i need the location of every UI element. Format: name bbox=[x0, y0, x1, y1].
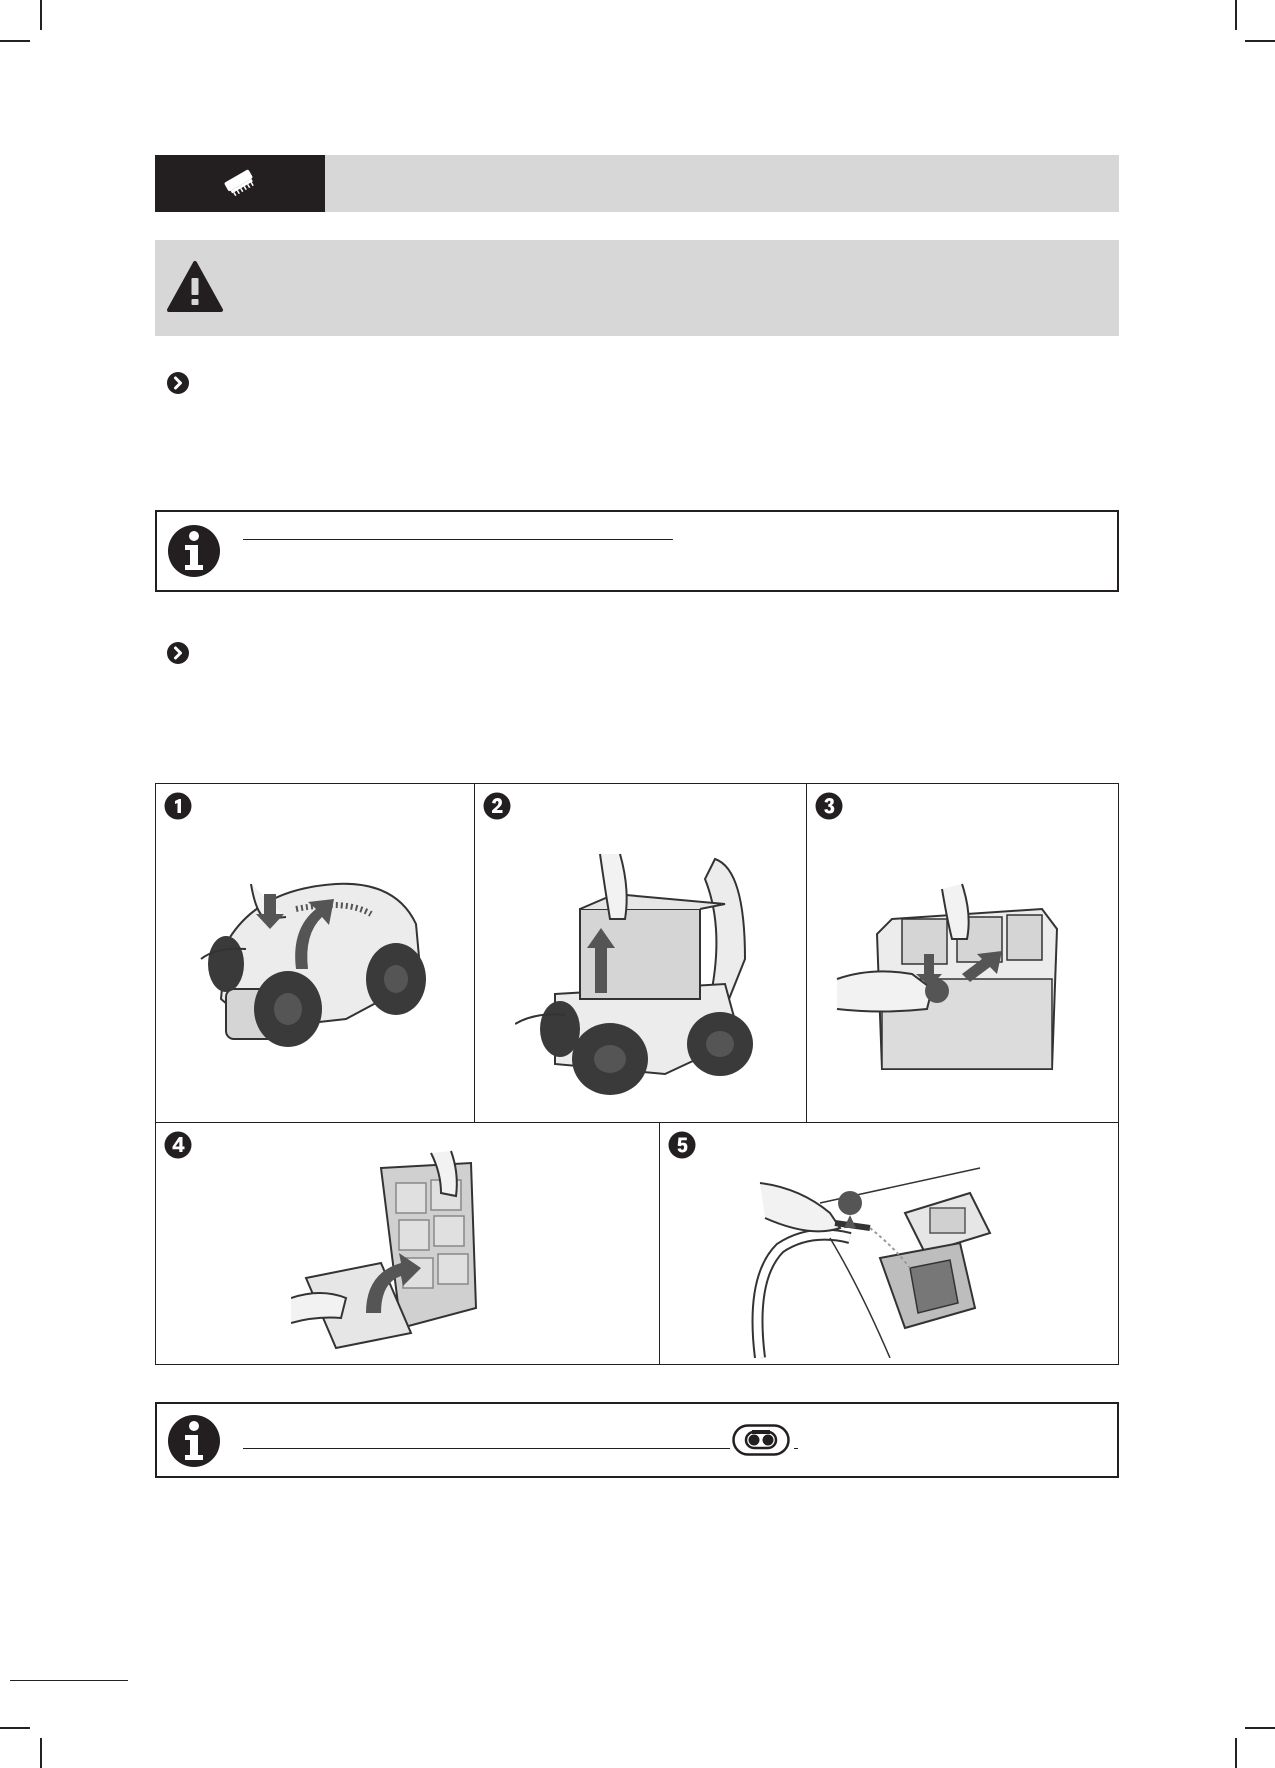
step-number-4-icon bbox=[164, 1131, 192, 1159]
section-header-icon-block bbox=[155, 155, 325, 212]
filter-unclip-illustration bbox=[832, 879, 1082, 1079]
footer-rule bbox=[10, 1680, 128, 1681]
step-panel-1 bbox=[155, 783, 475, 1123]
chevron-right-circle-icon bbox=[167, 372, 189, 394]
filter-open-illustration bbox=[291, 1148, 521, 1358]
crop-mark bbox=[1245, 40, 1275, 42]
step-number-3-icon bbox=[815, 792, 843, 820]
crop-mark bbox=[0, 40, 30, 42]
crop-mark bbox=[1235, 1738, 1237, 1768]
step-number-1-icon bbox=[164, 792, 192, 820]
filter-rinse-hose-illustration bbox=[740, 1158, 1080, 1358]
robot-cover-release-illustration bbox=[196, 869, 436, 1069]
brush-icon bbox=[220, 165, 260, 201]
step-panel-2 bbox=[474, 783, 807, 1123]
warning-box bbox=[155, 240, 1119, 336]
step-panel-5 bbox=[659, 1122, 1119, 1365]
step-panel-4 bbox=[155, 1122, 660, 1365]
step-panel-3 bbox=[806, 783, 1119, 1123]
step-number-5-icon bbox=[668, 1131, 696, 1159]
info-underline bbox=[243, 539, 673, 540]
crop-mark bbox=[0, 1727, 30, 1729]
filter-indicator-icon bbox=[732, 1424, 792, 1456]
step-number-2-icon bbox=[483, 792, 511, 820]
info-box bbox=[155, 510, 1119, 592]
info-icon bbox=[167, 523, 221, 579]
crop-mark bbox=[1245, 1727, 1275, 1729]
crop-mark bbox=[40, 0, 42, 30]
chevron-right-circle-icon bbox=[167, 642, 189, 664]
info-underline-tail bbox=[794, 1448, 798, 1449]
section-header-bar bbox=[325, 155, 1119, 212]
warning-triangle-icon bbox=[166, 260, 224, 314]
crop-mark bbox=[40, 1738, 42, 1768]
info-box bbox=[155, 1402, 1119, 1478]
crop-mark bbox=[1235, 0, 1237, 30]
robot-lift-filter-illustration bbox=[515, 849, 775, 1099]
info-underline bbox=[243, 1448, 730, 1449]
info-icon bbox=[167, 1413, 221, 1469]
